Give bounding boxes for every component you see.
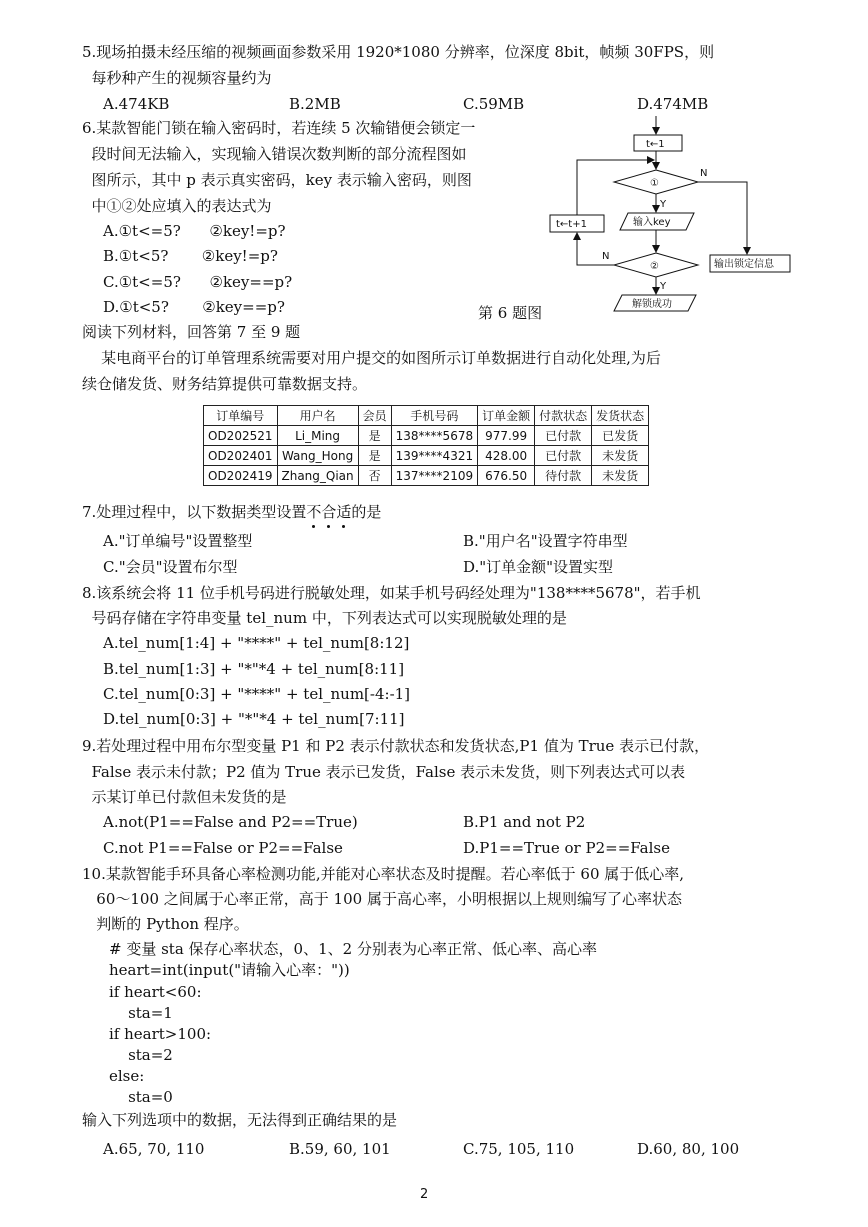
q10-option-b: B.59, 60, 101 [289,1140,391,1158]
table-cell: 已发货 [592,426,649,446]
code-line: sta=2 [109,1046,173,1064]
material-text-line-1: 某电商平台的订单管理系统需要对用户提交的如图所示订单数据进行自动化处理,为后 [82,349,661,367]
table-cell: 未发货 [592,446,649,466]
q10-option-d: D.60, 80, 100 [637,1140,740,1158]
q8-stem-line-2: 号码存储在字符串变量 tel_num 中，下列表达式可以实现脱敏处理的是 [82,609,567,627]
table-header-row [204,406,649,426]
code-line: else: [109,1067,145,1085]
material-intro: 阅读下列材料，回答第 7 至 9 题 [82,323,301,341]
q6-stem-line-1: 6.某款智能门锁在输入密码时，若连续 5 次输错便会锁定一 [82,119,476,137]
flowchart-cond1-text: ① [650,178,659,189]
q6-flowchart [540,112,810,327]
table-cell: 否 [358,466,391,486]
order-table [203,405,649,486]
q10-option-a: A.65, 70, 110 [103,1140,205,1158]
q9-stem-line-2: False 表示未付款；P2 值为 True 表示已发货，False 表示未发货，则下列表达式可以表 [82,763,686,781]
table-cell: 139****4321 [391,446,477,466]
code-line: if heart<60: [109,983,202,1001]
table-cell: OD202401 [204,446,278,466]
q7-emphasis-char: 不 [306,503,322,521]
q8-stem-line-1: 8.该系统会将 11 位手机号码进行脱敏处理，如某手机号码经处理为"138****5678"，若手机 [82,584,701,602]
q5-stem-line-2: 每秒种产生的视频容量约为 [82,69,272,87]
code-line: heart=int(input("请输入心率：")) [109,961,350,979]
table-cell: 已付款 [535,446,592,466]
q8-option-d: D.tel_num[0:3] + "*"*4 + tel_num[7:11] [103,710,405,728]
q7-emphasis-char: 合 [321,503,337,521]
table-cell: Zhang_Qian [277,466,358,486]
table-cell: 是 [358,426,391,446]
q6-option-c: C.①t<=5? ②key==p? [103,273,293,291]
q7-stem-post: 的是 [351,503,382,521]
q5-option-c: C.59MB [463,95,525,113]
table-cell: 是 [358,446,391,466]
q9-option-a: A.not(P1==False and P2==True) [103,813,358,831]
q9-option-d: D.P1==True or P2==False [463,839,670,857]
q6-stem-line-3: 图所示，其中 p 表示真实密码，key 表示输入密码，则图 [82,171,472,189]
q7-option-c: C."会员"设置布尔型 [103,558,238,576]
q8-option-a: A.tel_num[1:4] + "****" + tel_num[8:12] [103,634,410,652]
q7-option-d: D."订单金额"设置实型 [463,558,614,576]
flowchart-input-text: 输入key [633,217,671,228]
q6-stem-line-4: 中①②处应填入的表达式为 [82,197,272,215]
flowchart-unlock-text: 解锁成功 [632,299,672,310]
q6-option-d: D.①t<5? ②key==p? [103,298,285,316]
code-line: # 变量 sta 保存心率状态，0、1、2 分别表为心率正常、低心率、高心率 [109,940,597,958]
table-cell: Wang_Hong [277,446,358,466]
table-cell: OD202521 [204,426,278,446]
q10-option-c: C.75, 105, 110 [463,1140,575,1158]
flowchart-no-1: N [700,168,708,179]
q8-option-b: B.tel_num[1:3] + "*"*4 + tel_num[8:11] [103,660,405,678]
table-row [204,426,649,446]
q5-option-a: A.474KB [103,95,170,113]
table-cell: 已付款 [535,426,592,446]
flowchart-init-text: t←1 [646,139,665,150]
flowchart-lock-text: 输出锁定信息 [714,259,774,270]
q7-stem-pre: 7.处理过程中，以下数据类型设置 [82,503,307,521]
q5-option-d: D.474MB [637,95,709,113]
code-line: if heart>100: [109,1025,212,1043]
q8-option-c: C.tel_num[0:3] + "****" + tel_num[-4:-1] [103,685,411,703]
q6-option-b: B.①t<5? ②key!=p? [103,247,278,265]
q9-option-c: C.not P1==False or P2==False [103,839,343,857]
table-cell: 977.99 [478,426,535,446]
q7-emphasis-char: 适 [336,503,352,521]
q10-stem-line-3: 判断的 Python 程序。 [82,915,249,933]
table-header-cell: 手机号码 [391,406,477,426]
q9-stem-line-3: 示某订单已付款但未发货的是 [82,788,287,806]
flowchart-no-2: N [602,251,610,262]
q7-option-b: B."用户名"设置字符串型 [463,532,628,550]
table-cell: Li_Ming [277,426,358,446]
flowchart-yes-1: Y [660,199,667,210]
table-cell: 428.00 [478,446,535,466]
table-header-cell: 付款状态 [535,406,592,426]
code-line: sta=0 [109,1088,173,1106]
table-cell: 138****5678 [391,426,477,446]
table-cell: 未发货 [592,466,649,486]
table-header-cell: 发货状态 [592,406,649,426]
q7-stem [82,502,381,522]
table-header-cell: 会员 [358,406,391,426]
q6-option-a: A.①t<=5? ②key!=p? [103,222,286,240]
table-header-cell: 订单编号 [204,406,278,426]
table-cell: 137****2109 [391,466,477,486]
page-number: 2 [420,1187,429,1202]
table-cell: 待付款 [535,466,592,486]
flowchart-yes-2: Y [660,281,667,292]
flowchart-cond2-text: ② [650,261,659,272]
q5-stem-line-1: 5.现场拍摄未经压缩的视频画面参数采用 1920*1080 分辨率，位深度 8bit，帧频 30FPS，则 [82,43,715,61]
material-text-line-2: 续仓储发货、财务结算提供可靠数据支持。 [82,375,368,393]
q7-option-a: A."订单编号"设置整型 [103,532,253,550]
q10-stem-line-1: 10.某款智能手环具备心率检测功能,并能对心率状态及时提醒。若心率低于 60 属于低心率, [82,865,685,883]
code-line: sta=1 [109,1004,173,1022]
q9-option-b: B.P1 and not P2 [463,813,586,831]
table-cell: OD202419 [204,466,278,486]
table-header-cell: 用户名 [277,406,358,426]
table-row [204,446,649,466]
table-row [204,466,649,486]
q10-question: 输入下列选项中的数据，无法得到正确结果的是 [82,1111,398,1129]
table-header-cell: 订单金额 [478,406,535,426]
q9-stem-line-1: 9.若处理过程中用布尔型变量 P1 和 P2 表示付款状态和发货状态,P1 值为 True 表示已付款， [82,737,710,755]
flowchart-increment-text: t←t+1 [556,219,587,230]
q5-option-b: B.2MB [289,95,341,113]
q6-figure-caption: 第 6 题图 [478,304,543,322]
q10-stem-line-2: 60～100 之间属于心率正常，高于 100 属于高心率，小明根据以上规则编写了心率状态 [82,890,682,908]
table-cell: 676.50 [478,466,535,486]
q6-stem-line-2: 段时间无法输入，实现输入错误次数判断的部分流程图如 [82,145,467,163]
